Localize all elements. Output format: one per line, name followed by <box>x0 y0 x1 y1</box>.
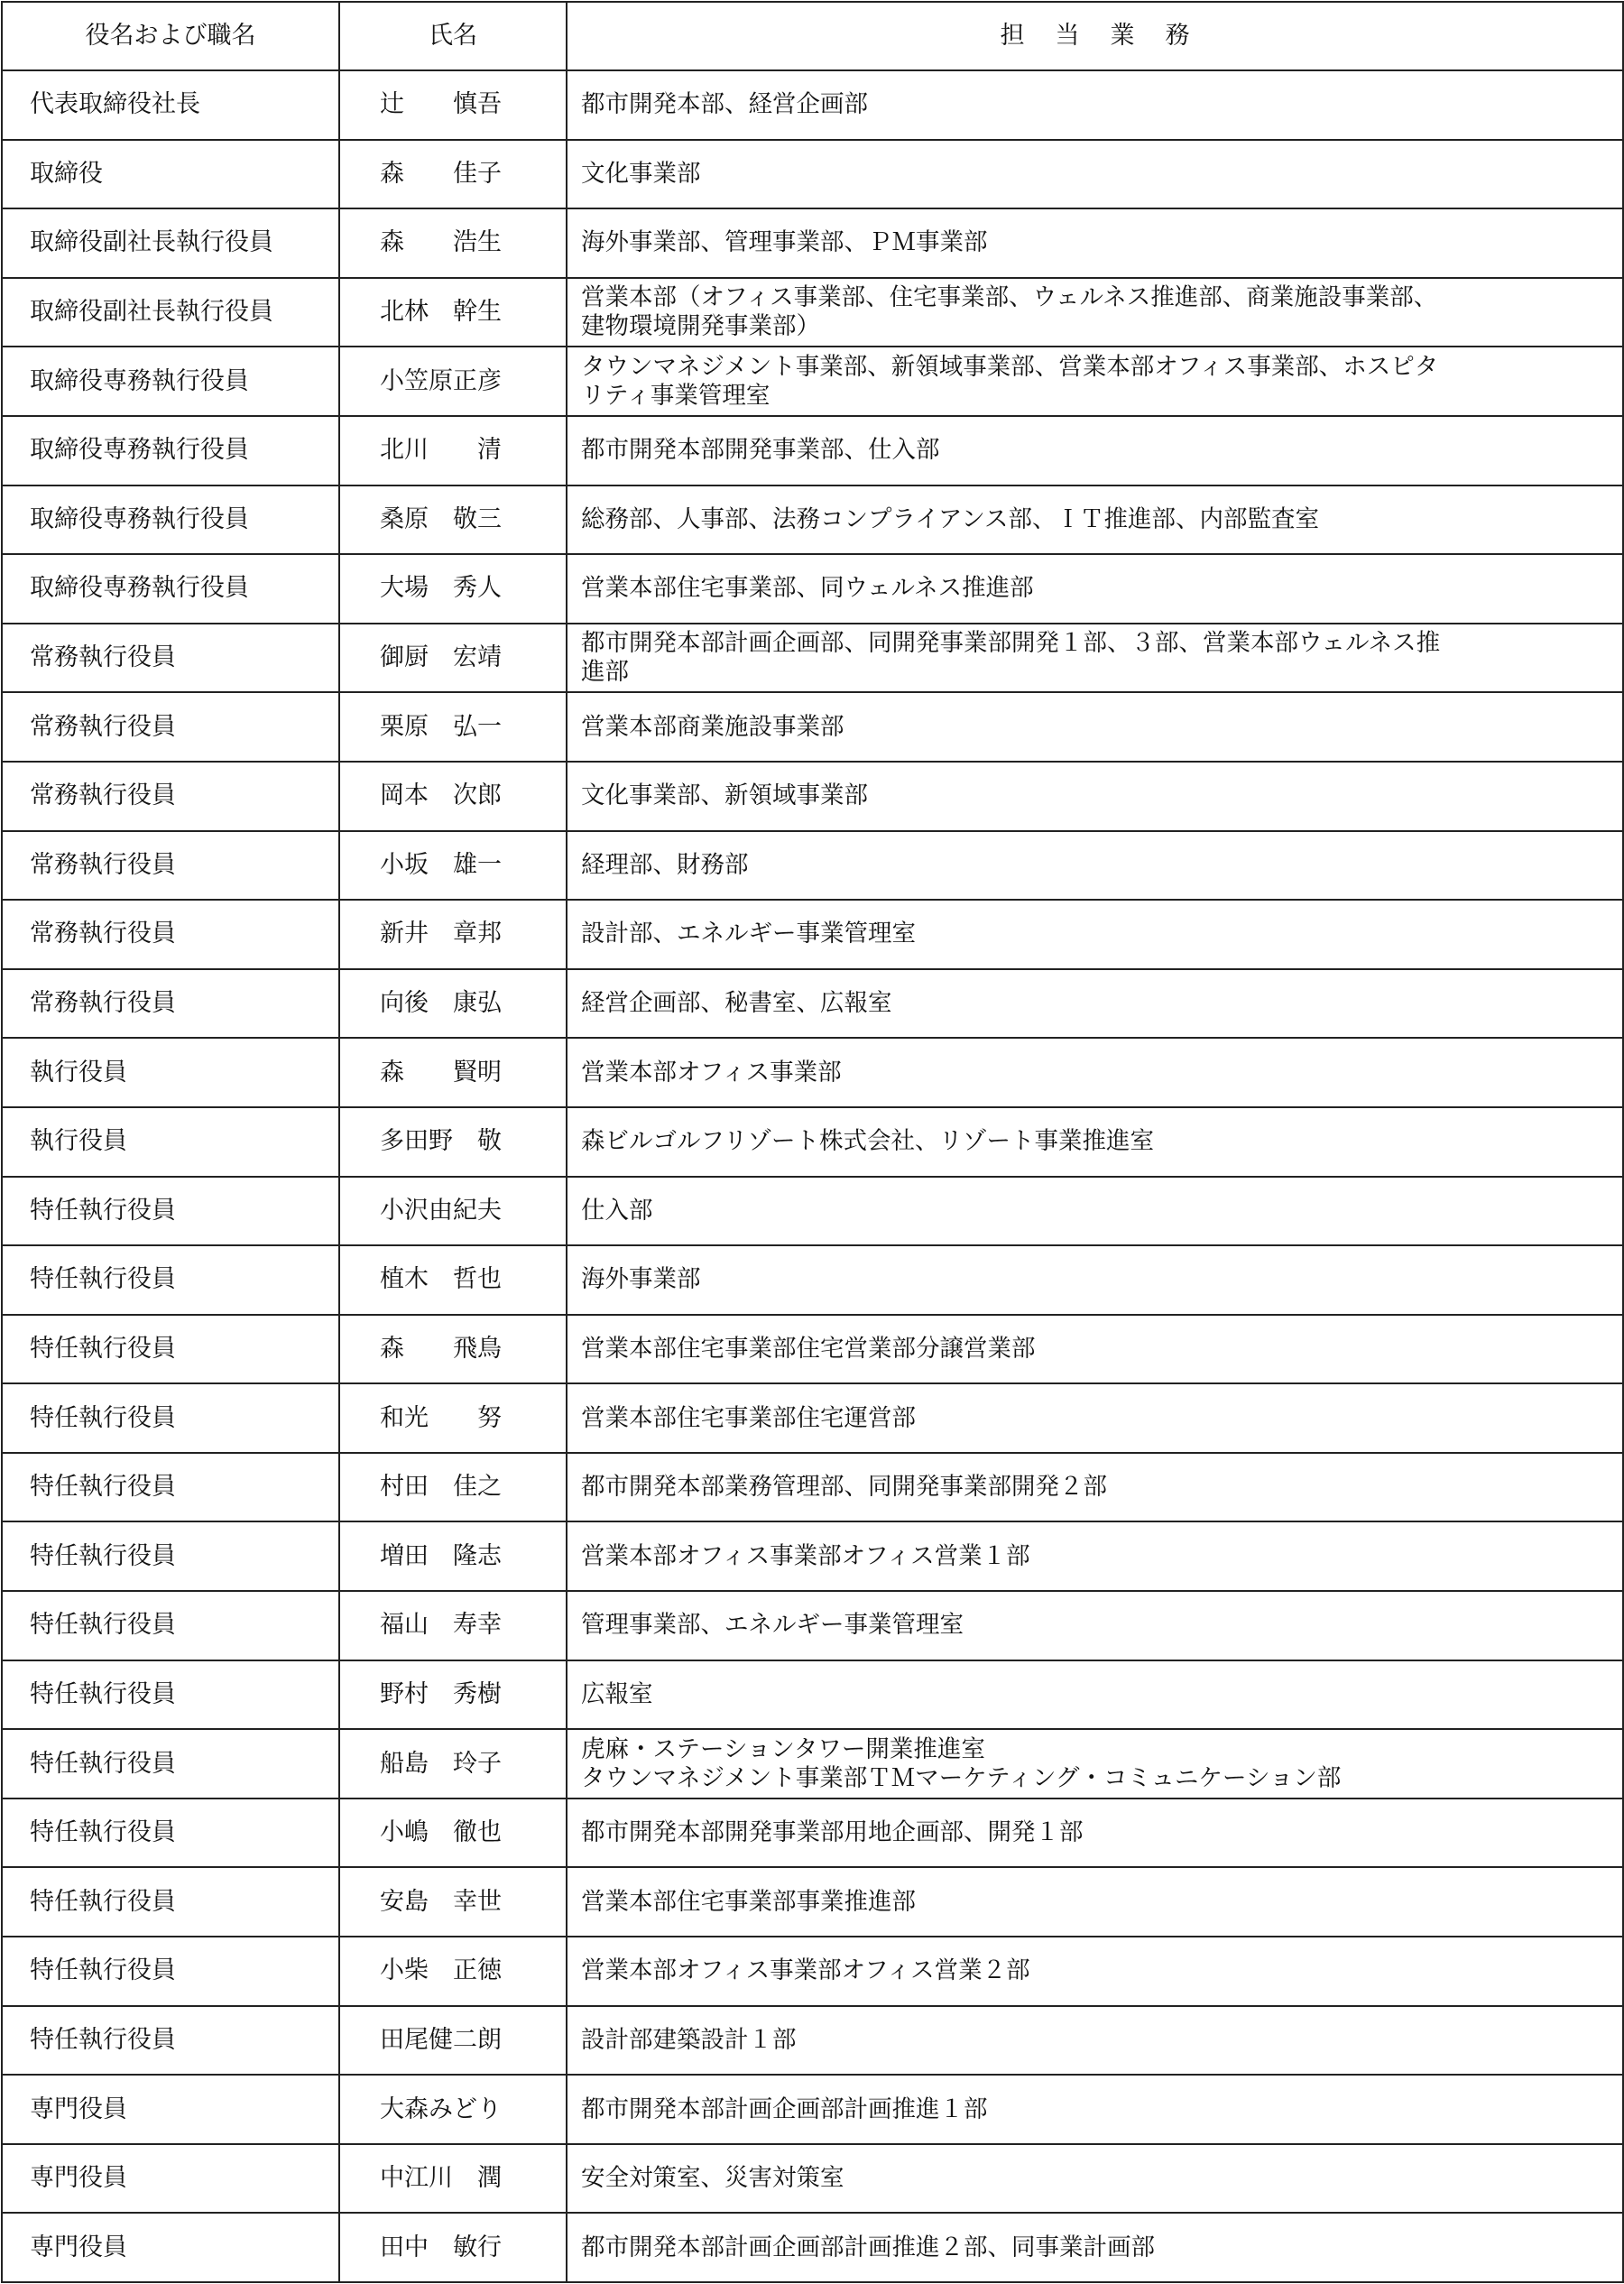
officer-duties: タウンマネジメント事業部、新領域事業部、営業本部オフィス事業部、ホスピタ リティ事業管理室 <box>567 347 1623 416</box>
table-row <box>2 1660 1623 1730</box>
officer-duties: 都市開発本部計画企画部計画推進２部、同事業計画部 <box>567 2213 1623 2282</box>
officer-role: 特任執行役員 <box>2 1729 339 1799</box>
officer-name: 田中 敏行 <box>339 2213 567 2282</box>
table-row <box>2 900 1623 969</box>
officer-role: 常務執行役員 <box>2 692 339 762</box>
officer-name: 向後 康弘 <box>339 969 567 1039</box>
table-row <box>2 278 1623 347</box>
officer-duties: 経営企画部、秘書室、広報室 <box>567 969 1623 1039</box>
table-row <box>2 1038 1623 1107</box>
header-duties: 担当業務 <box>567 2 1623 70</box>
table-row <box>2 208 1623 278</box>
table-row <box>2 624 1623 693</box>
officer-duties: 文化事業部 <box>567 140 1623 209</box>
officer-duties: 仕入部 <box>567 1177 1623 1246</box>
header-role: 役名および職名 <box>2 2 339 70</box>
officer-name: 増田 隆志 <box>339 1521 567 1591</box>
officer-name: 野村 秀樹 <box>339 1660 567 1730</box>
officer-name: 小嶋 徹也 <box>339 1799 567 1868</box>
officer-name: 御厨 宏靖 <box>339 624 567 693</box>
officer-role: 取締役専務執行役員 <box>2 347 339 416</box>
officer-duties: 営業本部住宅事業部住宅運営部 <box>567 1383 1623 1453</box>
table-row <box>2 1107 1623 1177</box>
officer-role: 常務執行役員 <box>2 762 339 831</box>
officer-role: 常務執行役員 <box>2 624 339 693</box>
officer-duties: 総務部、人事部、法務コンプライアンス部、ＩＴ推進部、内部監査室 <box>567 485 1623 555</box>
officer-duties: 森ビルゴルフリゾート株式会社、リゾート事業推進室 <box>567 1107 1623 1177</box>
officer-name: 桑原 敬三 <box>339 485 567 555</box>
officer-duties: 都市開発本部開発事業部用地企画部、開発１部 <box>567 1799 1623 1868</box>
table-row <box>2 1591 1623 1660</box>
officer-name: 北川 清 <box>339 416 567 485</box>
officer-name: 多田野 敬 <box>339 1107 567 1177</box>
table-row <box>2 140 1623 209</box>
officer-role: 常務執行役員 <box>2 900 339 969</box>
table-row <box>2 1867 1623 1937</box>
officer-duties: 都市開発本部開発事業部、仕入部 <box>567 416 1623 485</box>
officer-name: 森 賢明 <box>339 1038 567 1107</box>
officer-name: 森 飛鳥 <box>339 1315 567 1384</box>
table-row <box>2 2213 1623 2282</box>
table-row <box>2 485 1623 555</box>
officer-name: 小笠原正彦 <box>339 347 567 416</box>
officer-duties: 海外事業部 <box>567 1245 1623 1315</box>
table-row <box>2 347 1623 416</box>
officer-duties: 設計部建築設計１部 <box>567 2006 1623 2076</box>
officer-duties: 営業本部オフィス事業部オフィス営業１部 <box>567 1521 1623 1591</box>
officer-role: 特任執行役員 <box>2 1521 339 1591</box>
officer-duties: 経理部、財務部 <box>567 831 1623 901</box>
table-row <box>2 1315 1623 1384</box>
officer-role: 特任執行役員 <box>2 1591 339 1660</box>
officer-role: 取締役副社長執行役員 <box>2 278 339 347</box>
officer-name: 森 浩生 <box>339 208 567 278</box>
officer-role: 特任執行役員 <box>2 1937 339 2006</box>
table-row <box>2 416 1623 485</box>
table-row <box>2 70 1623 140</box>
officer-role: 特任執行役員 <box>2 1799 339 1868</box>
officer-name: 福山 寿幸 <box>339 1591 567 1660</box>
officer-duties: 海外事業部、管理事業部、ＰＭ事業部 <box>567 208 1623 278</box>
officer-duties: 安全対策室、災害対策室 <box>567 2144 1623 2214</box>
officer-duties: 都市開発本部業務管理部、同開発事業部開発２部 <box>567 1453 1623 1522</box>
officer-name: 大森みどり <box>339 2075 567 2144</box>
officer-role: 専門役員 <box>2 2075 339 2144</box>
table-row <box>2 554 1623 624</box>
officer-role: 特任執行役員 <box>2 1177 339 1246</box>
officer-role: 取締役専務執行役員 <box>2 485 339 555</box>
officer-duties: 営業本部オフィス事業部オフィス営業２部 <box>567 1937 1623 2006</box>
table-row <box>2 831 1623 901</box>
officer-name: 辻 慎吾 <box>339 70 567 140</box>
officer-duties: 営業本部（オフィス事業部、住宅事業部、ウェルネス推進部、商業施設事業部、 建物環境開発事業部） <box>567 278 1623 347</box>
table-row <box>2 1453 1623 1522</box>
officer-duties: 営業本部オフィス事業部 <box>567 1038 1623 1107</box>
table-row <box>2 2006 1623 2076</box>
officer-name: 安島 幸世 <box>339 1867 567 1937</box>
officer-name: 和光 努 <box>339 1383 567 1453</box>
officer-name: 大場 秀人 <box>339 554 567 624</box>
officer-name: 植木 哲也 <box>339 1245 567 1315</box>
officer-duties: 広報室 <box>567 1660 1623 1730</box>
table-row <box>2 692 1623 762</box>
table-row <box>2 1729 1623 1799</box>
officer-duties: 都市開発本部計画企画部、同開発事業部開発１部、３部、営業本部ウェルネス推 進部 <box>567 624 1623 693</box>
table-row <box>2 1383 1623 1453</box>
officer-name: 北林 幹生 <box>339 278 567 347</box>
officer-name: 新井 章邦 <box>339 900 567 969</box>
officer-role: 取締役副社長執行役員 <box>2 208 339 278</box>
officer-name: 栗原 弘一 <box>339 692 567 762</box>
officer-duties: 都市開発本部、経営企画部 <box>567 70 1623 140</box>
officer-name: 船島 玲子 <box>339 1729 567 1799</box>
header-name: 氏名 <box>339 2 567 70</box>
officer-role: 常務執行役員 <box>2 831 339 901</box>
officer-role: 特任執行役員 <box>2 1315 339 1384</box>
officer-role: 執行役員 <box>2 1038 339 1107</box>
officer-duties: 設計部、エネルギー事業管理室 <box>567 900 1623 969</box>
officer-role: 執行役員 <box>2 1107 339 1177</box>
officers-table <box>1 1 1624 2283</box>
table-row <box>2 1937 1623 2006</box>
table-body <box>2 70 1623 2282</box>
officer-duties: 虎麻・ステーションタワー開業推進室 タウンマネジメント事業部ＴＭマーケティング・コミュニケーション部 <box>567 1729 1623 1799</box>
header-row <box>2 2 1623 70</box>
table-row <box>2 2144 1623 2214</box>
officer-name: 田尾健二朗 <box>339 2006 567 2076</box>
officer-name: 小柴 正徳 <box>339 1937 567 2006</box>
officer-role: 専門役員 <box>2 2144 339 2214</box>
table-row <box>2 1177 1623 1246</box>
officer-name: 岡本 次郎 <box>339 762 567 831</box>
officer-role: 代表取締役社長 <box>2 70 339 140</box>
officer-name: 小沢由紀夫 <box>339 1177 567 1246</box>
officer-role: 特任執行役員 <box>2 1453 339 1522</box>
table-row <box>2 1521 1623 1591</box>
officer-duties: 営業本部住宅事業部、同ウェルネス推進部 <box>567 554 1623 624</box>
officer-duties: 営業本部商業施設事業部 <box>567 692 1623 762</box>
officer-role: 常務執行役員 <box>2 969 339 1039</box>
officer-role: 取締役専務執行役員 <box>2 416 339 485</box>
officer-role: 特任執行役員 <box>2 1383 339 1453</box>
officer-role: 取締役専務執行役員 <box>2 554 339 624</box>
table-row <box>2 762 1623 831</box>
table-row <box>2 1245 1623 1315</box>
table-row <box>2 969 1623 1039</box>
officer-duties: 営業本部住宅事業部住宅営業部分譲営業部 <box>567 1315 1623 1384</box>
officer-role: 専門役員 <box>2 2213 339 2282</box>
officer-name: 村田 佳之 <box>339 1453 567 1522</box>
table-row <box>2 1799 1623 1868</box>
officer-role: 特任執行役員 <box>2 2006 339 2076</box>
officer-name: 森 佳子 <box>339 140 567 209</box>
officer-duties: 文化事業部、新領域事業部 <box>567 762 1623 831</box>
officer-role: 特任執行役員 <box>2 1867 339 1937</box>
officer-duties: 営業本部住宅事業部事業推進部 <box>567 1867 1623 1937</box>
officer-duties: 都市開発本部計画企画部計画推進１部 <box>567 2075 1623 2144</box>
table-row <box>2 2075 1623 2144</box>
officer-name: 中江川 潤 <box>339 2144 567 2214</box>
officer-role: 特任執行役員 <box>2 1245 339 1315</box>
officer-duties: 管理事業部、エネルギー事業管理室 <box>567 1591 1623 1660</box>
officer-role: 特任執行役員 <box>2 1660 339 1730</box>
officer-role: 取締役 <box>2 140 339 209</box>
officer-name: 小坂 雄一 <box>339 831 567 901</box>
